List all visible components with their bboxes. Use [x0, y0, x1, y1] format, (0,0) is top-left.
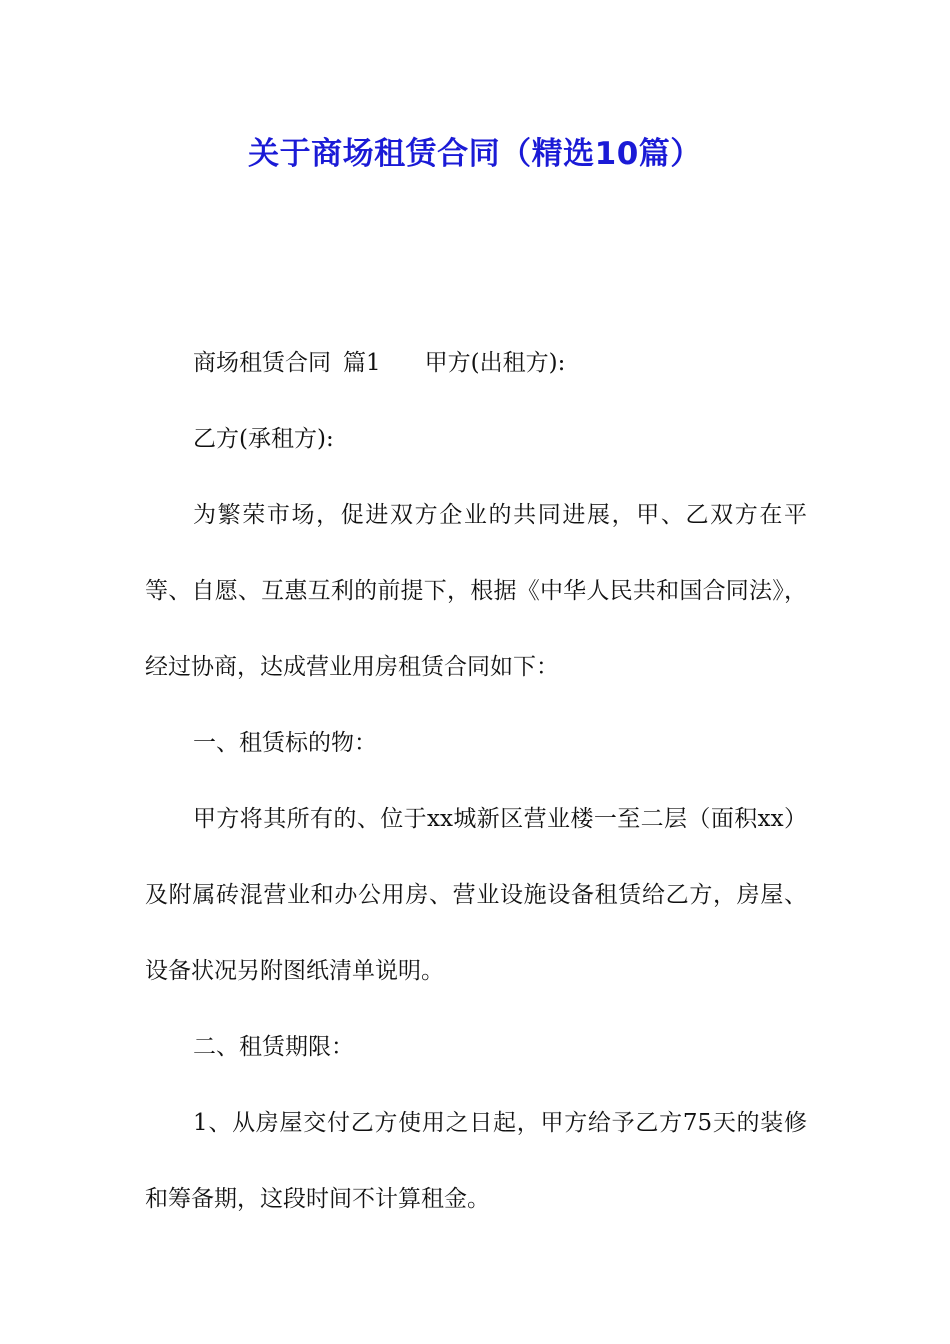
section-2-heading: 二、租赁期限：: [193, 1034, 354, 1060]
contract-name: 商场租赁合同: [193, 350, 331, 376]
document-title: 关于商场租赁合同（精选10篇）: [248, 136, 702, 172]
party-a-label: 甲方(出租方):: [424, 350, 566, 376]
contract-number: 篇1: [343, 350, 381, 376]
section-1-heading: 一、租赁标的物：: [193, 730, 377, 756]
party-b-label: 乙方(承租方):: [193, 426, 334, 452]
document-body: [145, 325, 807, 1237]
section-1-paragraph: 甲方将其所有的、位于xx城新区营业楼一至二层（面积xx）及附属砖混营业和办公用房、营业设施设备租赁给乙方，房屋、设备状况另附图纸清单说明。: [145, 806, 807, 984]
preamble-paragraph: 为繁荣市场，促进双方企业的共同进展，甲、乙双方在平等、自愿、互惠互利的前提下，根据《中华人民共和国合同法》，经过协商，达成营业用房租赁合同如下：: [145, 502, 807, 680]
contract-heading-line: [145, 325, 807, 401]
section-2-item-1: 1、从房屋交付乙方使用之日起，甲方给予乙方75天的装修和筹备期，这段时间不计算租金。: [145, 1110, 807, 1212]
